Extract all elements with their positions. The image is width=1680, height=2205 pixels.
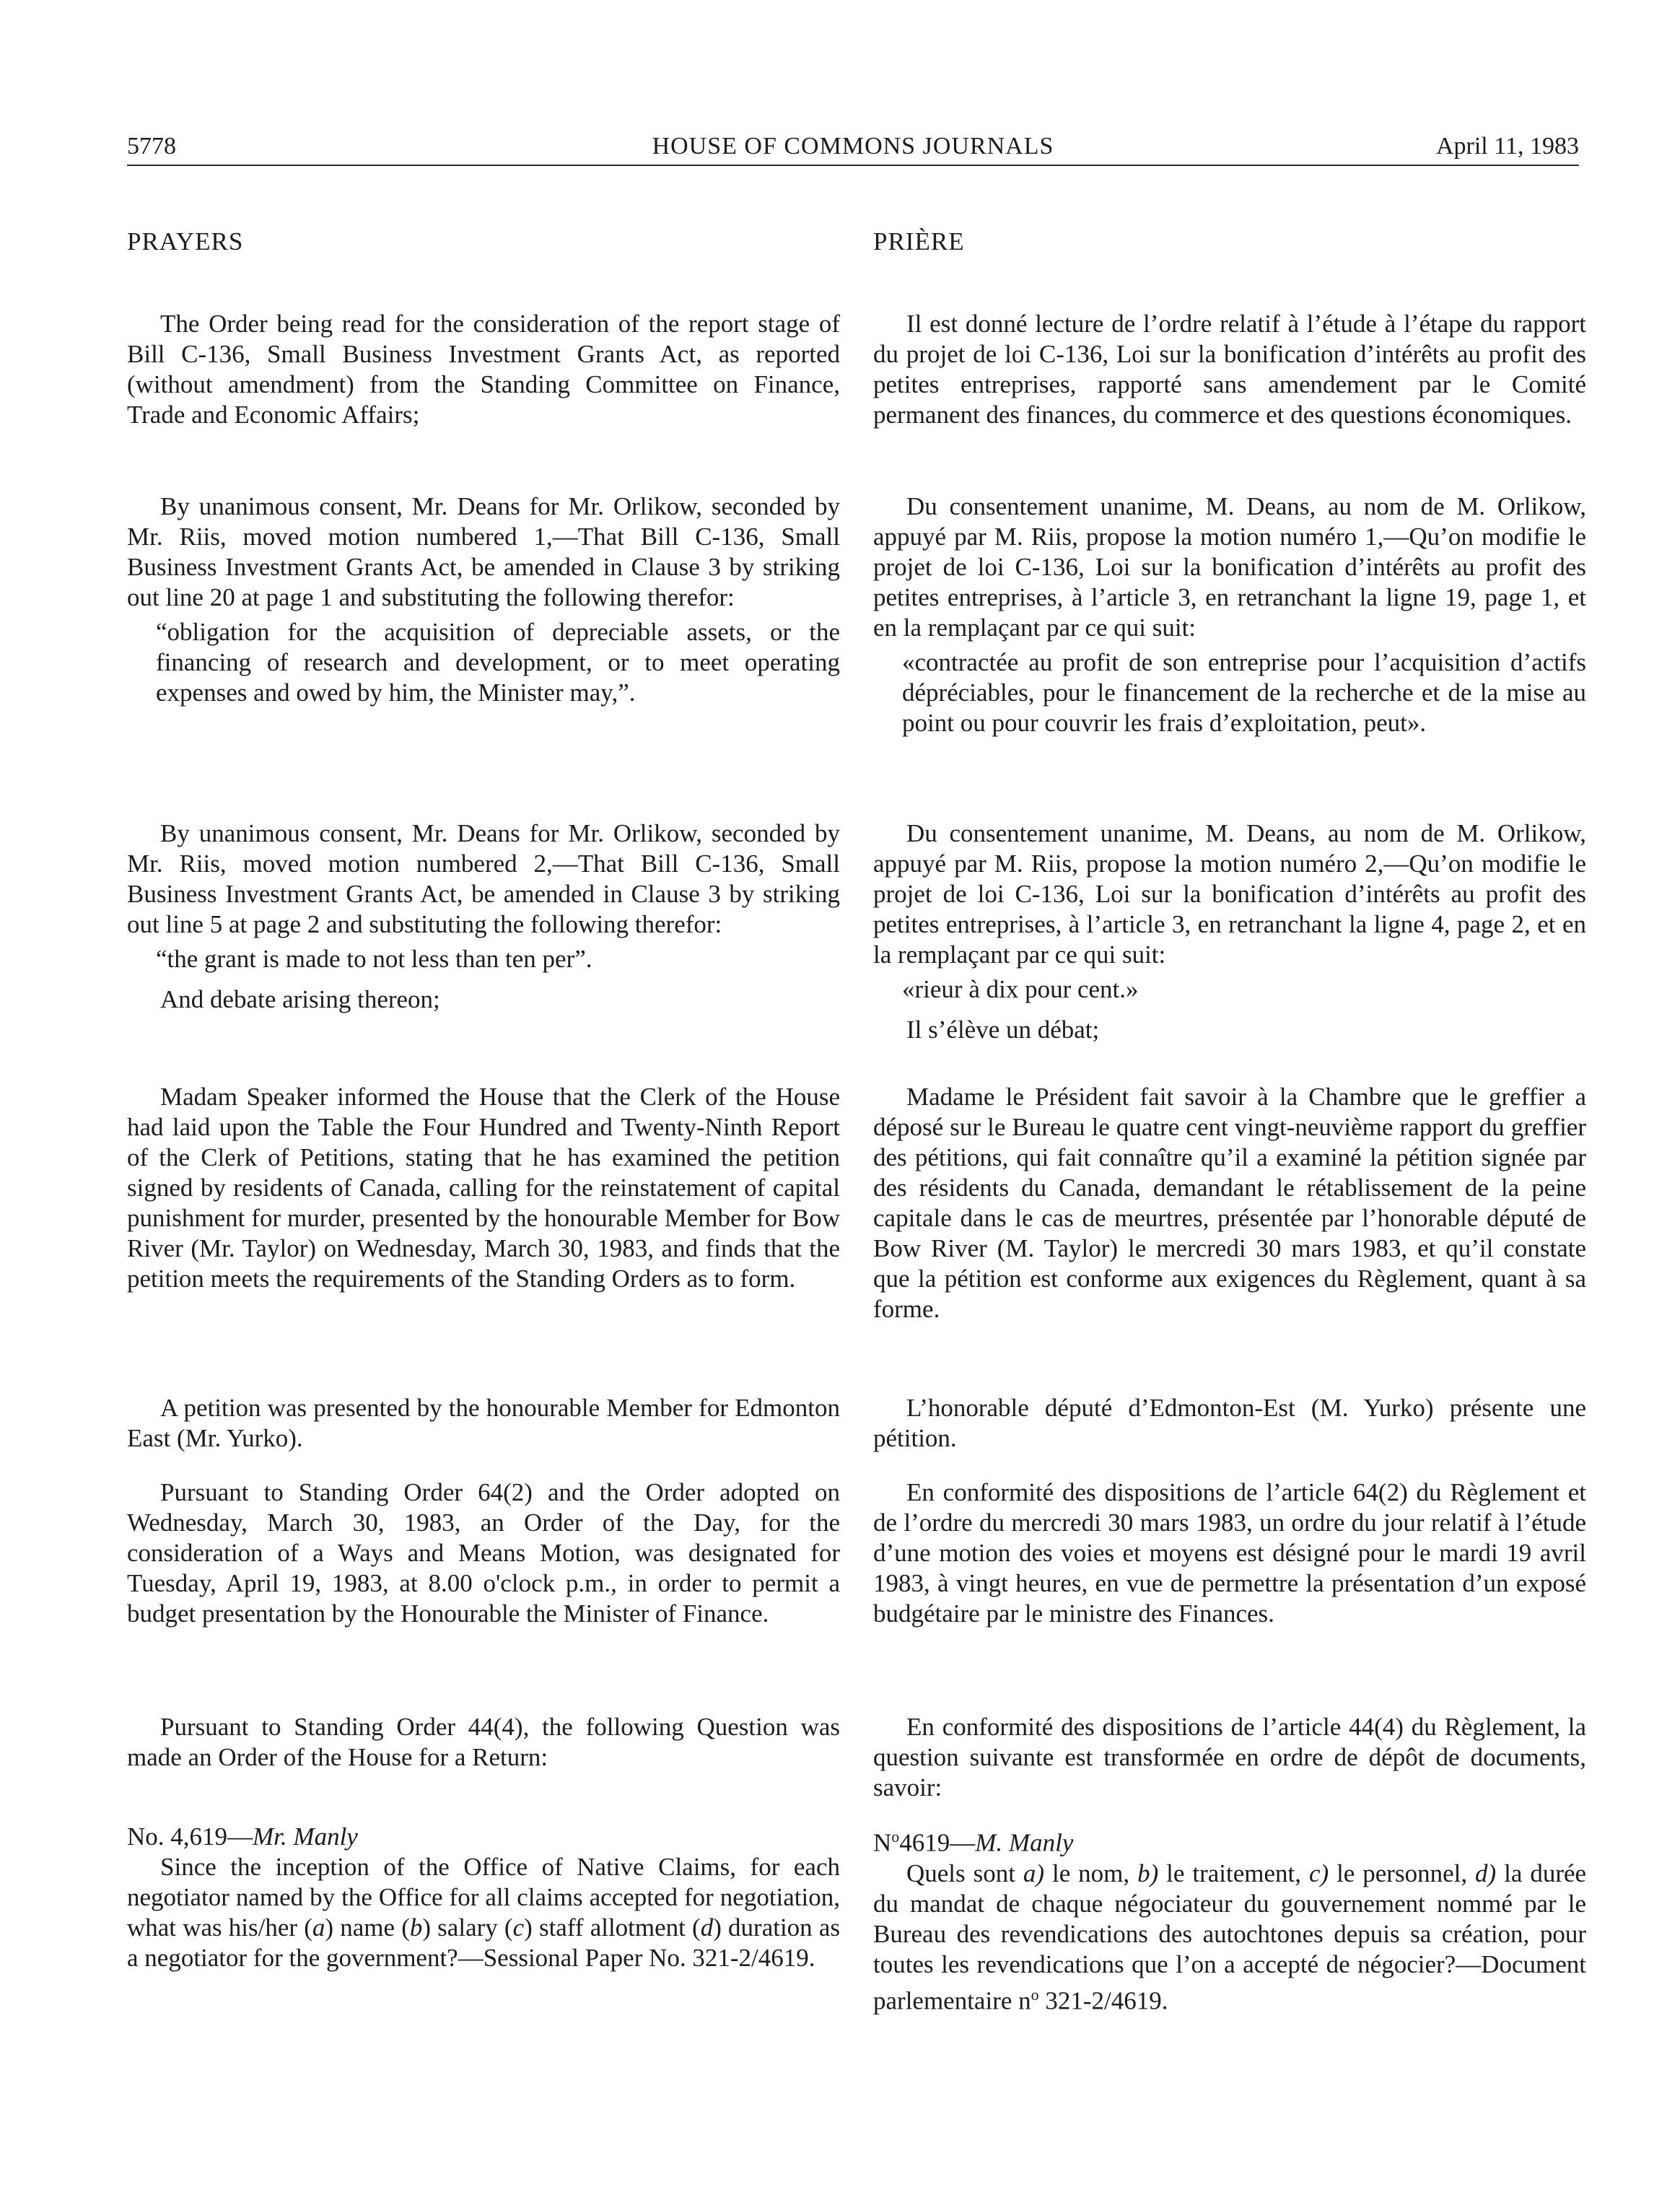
petition-fr (873, 1393, 1586, 1454)
standing-order-44-paragraph: En conformité des dispositions de l’article 44(4) du Règlement, la question suivante est transformée en ordre de dépôt de documents, savoir: (873, 1713, 1586, 1802)
question-text: Since the inception of the Office of Native Claims, for each negotiator named by the Office for all claims accepted for negotiation, what was his/her (a) name (b) salary (c) staff allotment (d) duration as a negotiator for the government?—Sessional Paper No. 321-2/4619. (127, 1853, 841, 1972)
section-title-fr: PRIÈRE (873, 227, 965, 256)
order-read-paragraph: The Order being read for the consideration of the report stage of Bill C-136, Small Business Investment Grants Act, as reported (without amendment) from the Standing Committee on Finance, Trade and Economic Affairs; (127, 310, 840, 429)
standing-order-64-fr (873, 1477, 1586, 1629)
question-heading: $N^o4619—M$. Manly (873, 1828, 1074, 1857)
standing-order-64-paragraph: Pursuant to Standing Order 64(2) and the Order adopted on Wednesday, March 30, 1983, an Order of the Day, for the consideration of a Ways and Means Motion, was designated for Tuesday, April 19, 1983, at 8.00 o'clock p.m., in order to permit a budget presentation by the Honourable the Minister of Finance. (127, 1478, 840, 1628)
motion2-paragraph: By unanimous consent, Mr. Deans for Mr. Orlikow, seconded by Mr. Riis, moved motion numbered 2,—That Bill C-136, Small Business Investment Grants Act, be amended in Clause 3 by striking out line 5 at page 2 and substituting the following therefor: (127, 819, 840, 938)
question-en (127, 1822, 840, 1973)
motion1-fr (873, 492, 1586, 738)
debate-paragraph: And debate arising thereon; (160, 985, 440, 1013)
standing-order-44-en (127, 1712, 840, 1773)
motion1-paragraph: By unanimous consent, Mr. Deans for Mr. Orlikow, seconded by Mr. Riis, moved motion numbered 1,—That Bill C-136, Small Business Investment Grants Act, be amended in Clause 3 by striking out line 20 at page 1 and substituting the following therefor: (127, 492, 840, 611)
standing-order-44-paragraph: Pursuant to Standing Order 44(4), the following Question was made an Order of the House for a Return: (127, 1713, 840, 1771)
motion2-en (127, 818, 840, 1015)
motion2-quote: “the grant is made to not less than ten per”. (156, 945, 592, 973)
motion1-quote: “obligation for the acquisition of depreciable assets, or the financing of research and development, or to meet operating expenses and owed by him, the Minister may,”. (156, 618, 840, 707)
question-text: Quels sont a) le nom, b) le traitement, c) le personnel, d) la durée du mandat de chaque négociateur du gouvernement nommé par le Bureau des revendications des autochtones depuis sa création, pour toutes les revendications que l’on a accepté de négocier?—Document parlementaire $n^o$ 321-2/4619. (873, 1859, 1587, 2015)
english-column (127, 225, 841, 1972)
petition-paragraph: L’honorable député d’Edmonton-Est (M. Yurko) présente une pétition. (873, 1394, 1586, 1452)
question-heading (127, 1822, 840, 1852)
motion2-paragraph: Du consentement unanime, M. Deans, au nom de M. Orlikow, appuyé par M. Riis, propose la motion numéro 2,—Qu’on modifie le projet de loi C-136, Loi sur la bonification d’intérêts au profit des petites entreprises, à l’article 3, en retranchant la ligne 4, page 2, et en la remplaçant par ce qui suit: (873, 819, 1586, 969)
petition-paragraph: A petition was presented by the honourable Member for Edmonton East (Mr. Yurko). (127, 1394, 840, 1452)
speaker-report-paragraph: Madame le Président fait savoir à la Chambre que le greffier a déposé sur le Bureau le quatre cent vingt-neuvième rapport du greffier des pétitions, qui fait connaître qu’il a examiné la pétition signée par des résidents du Canada, demandant le rétablissement de la peine capitale dans le cas de meurtres, présentée par l’honorable député de Bow River (M. Taylor) le mercredi 30 mars 1983, et qu’il constate que la pétition est conforme aux exigences du Règlement, quant à sa forme. (873, 1083, 1586, 1323)
motion2-quote: «rieur à dix pour cent.» (902, 975, 1139, 1003)
journal-title: HOUSE OF COMMONS JOURNALS (652, 133, 1054, 160)
speaker-report-fr (873, 1082, 1586, 1324)
debate-paragraph: Il s’élève un débat; (906, 1016, 1100, 1044)
question-fr (873, 1822, 1586, 2016)
motion1-paragraph: Du consentement unanime, M. Deans, au nom de M. Orlikow, appuyé par M. Riis, propose la motion numéro 1,—Qu’on modifie le projet de loi C-136, Loi sur la bonification d’intérêts au profit des petites entreprises, à l’article 3, en retranchant la ligne 19, page 1, et en la remplaçant par ce qui suit: (873, 492, 1586, 642)
french-column (873, 225, 1587, 2015)
motion2-fr (873, 818, 1586, 1045)
page-number: 5778 (127, 133, 176, 160)
motion1-quote: «contractée au profit de son entreprise pour l’acquisition d’actifs dépréciables, pour le financement de la recherche et de la mise au point ou pour couvrir les frais d’exploitation, peut». (902, 648, 1586, 737)
motion1-en (127, 492, 840, 708)
section-title-en: PRAYERS (127, 227, 244, 256)
petition-en (127, 1393, 840, 1454)
order-read-paragraph: Il est donné lecture de l’ordre relatif à l’étude à l’étape du rapport du projet de loi C-136, Loi sur la bonification d’intérêts au profit des petites entreprises, rapporté sans amendement par le Comité permanent des finances, du commerce et des questions économiques. (873, 310, 1586, 429)
question-member: Mr. Manly (253, 1822, 358, 1851)
standing-order-44-fr (873, 1712, 1586, 1803)
question-number: No. 4,619— (127, 1822, 253, 1851)
journal-date: April 11, 1983 (1435, 133, 1579, 160)
standing-order-64-en (127, 1477, 840, 1629)
standing-order-64-paragraph: En conformité des dispositions de l’article 64(2) du Règlement et de l’ordre du mercredi 30 mars 1983, un ordre du jour relatif à l’étude d’une motion des voies et moyens est désigné pour le mardi 19 avril 1983, à vingt heures, en vue de permettre la présentation d’un exposé budgétaire par le ministre des Finances. (873, 1478, 1586, 1628)
question-member: M. Manly (975, 1828, 1074, 1857)
order-read-fr (873, 309, 1586, 430)
speaker-report-paragraph: Madam Speaker informed the House that the Clerk of the House had laid upon the Table the Four Hundred and Twenty-Ninth Report of the Clerk of Petitions, stating that he has examined the petition signed by residents of Canada, calling for the reinstatement of capital punishment for murder, presented by the honourable Member for Bow River (Mr. Taylor) on Wednesday, March 30, 1983, and finds that the petition meets the requirements of the Standing Orders as to form. (127, 1083, 840, 1293)
speaker-report-en (127, 1082, 840, 1294)
order-read-en (127, 309, 840, 430)
question-number: 4619— (899, 1828, 976, 1857)
page-header (127, 128, 1579, 166)
